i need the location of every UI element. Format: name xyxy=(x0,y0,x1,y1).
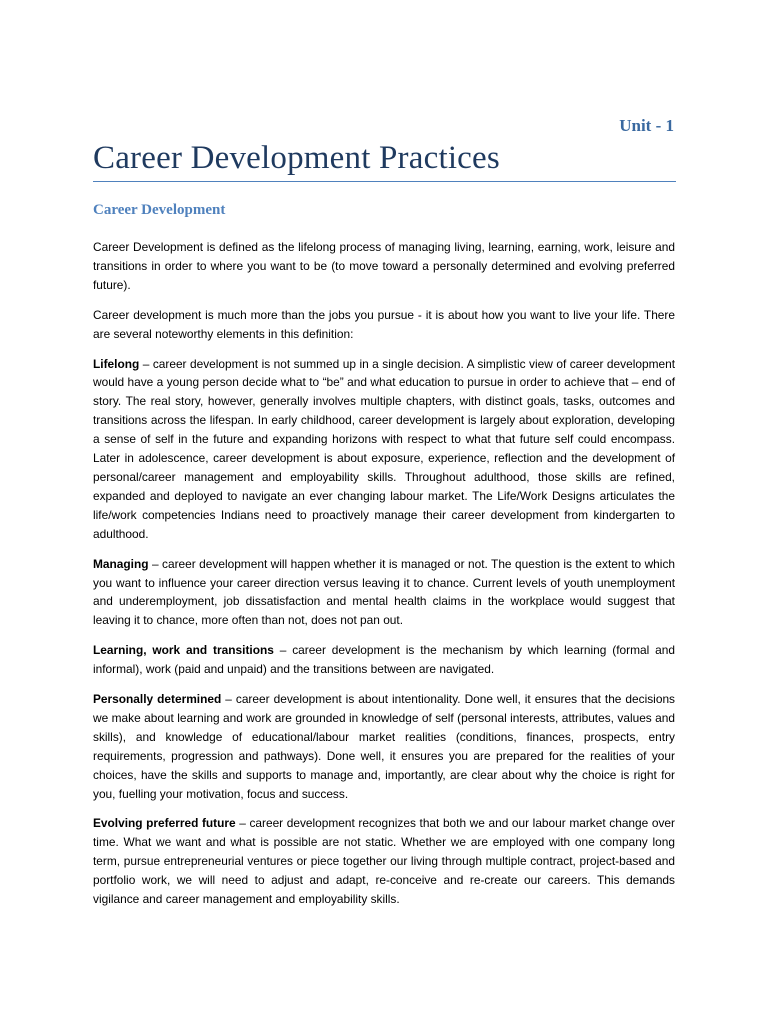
paragraph-term: Personally determined xyxy=(93,692,222,707)
paragraph-text: Career development is much more than the jobs you pursue - it is about how you want to live your life. There are several noteworthy elements in this definition: xyxy=(93,307,675,341)
paragraph-term: Evolving preferred future xyxy=(93,816,236,831)
paragraph-text: – career development recognizes that both we and our labour market change over time. What we want and what is possible are not static. Whether we are employed with one company long term, pursue entrepreneurial ventures or piece together our living through multiple contract, project-based and portfolio work, we will need to adjust and adapt, re-conceive and re-create our careers. This demands vigilance and career management and employability skills. xyxy=(93,816,675,907)
page-title: Career Development Practices xyxy=(93,140,500,176)
paragraph-intro xyxy=(93,306,675,344)
unit-label: Unit - 1 xyxy=(619,116,674,135)
paragraph-personally-determined xyxy=(93,690,675,803)
body-text xyxy=(93,238,675,920)
paragraph-definition xyxy=(93,238,675,295)
paragraph-lifelong xyxy=(93,355,675,544)
paragraph-text: – career development will happen whether it is managed or not. The question is the extent to which you want to influence your career direction versus leaving it to chance. Current levels of youth unemployment and underemployment, job dissatisfaction and mental health claims in the workplace would suggest that leaving it to chance, more often than not, does not pan out. xyxy=(93,556,675,628)
section-heading: Career Development xyxy=(93,202,226,218)
paragraph-text: – career development is the mechanism by which learning (formal and informal), work (paid and unpaid) and the transitions between are navigated. xyxy=(93,643,675,677)
title-underline xyxy=(93,181,676,182)
paragraph-term: Managing xyxy=(93,556,149,571)
paragraph-text: – career development is about intentionality. Done well, it ensures that the decisions we make about learning and work are grounded in knowledge of self (personal interests, attributes, values and skills), and knowledge of educational/labour market realities (conditions, finances, prospects, entry requirements, progression and pathways). Done well, it ensures you are prepared for the realities of your choices, have the skills and supports to manage and, importantly, are clear about why the choice is right for you, fuelling your motivation, focus and success. xyxy=(93,692,675,801)
paragraph-term: Learning, work and transitions xyxy=(93,643,274,658)
paragraph-managing xyxy=(93,555,675,631)
paragraph-text: Career Development is defined as the lifelong process of managing living, learning, earning, work, leisure and transitions in order to where you want to be (to move toward a personally determined and evolving preferred future). xyxy=(93,240,675,292)
paragraph-learning-work-transitions xyxy=(93,641,675,679)
paragraph-term: Lifelong xyxy=(93,356,140,371)
paragraph-evolving-preferred-future xyxy=(93,814,675,909)
paragraph-text: – career development is not summed up in a single decision. A simplistic view of career development would have a young person decide what to “be” and what education to pursue in order to achieve that – end of story. The real story, however, generally involves multiple chapters, with distinct goals, tasks, outcomes and transitions across the lifespan. In early childhood, career development is largely about exploration, developing a sense of self in the future and expanding horizons with respect to what that future self could encompass. Later in adolescence, career development is about exposure, experience, reflection and the development of personal/career management and employability skills. Throughout adulthood, those skills are refined, expanded and deployed to navigate an ever changing labour market. The Life/Work Designs articulates the life/work competencies Indians need to proactively manage their career development from kindergarten to adulthood. xyxy=(93,356,675,541)
